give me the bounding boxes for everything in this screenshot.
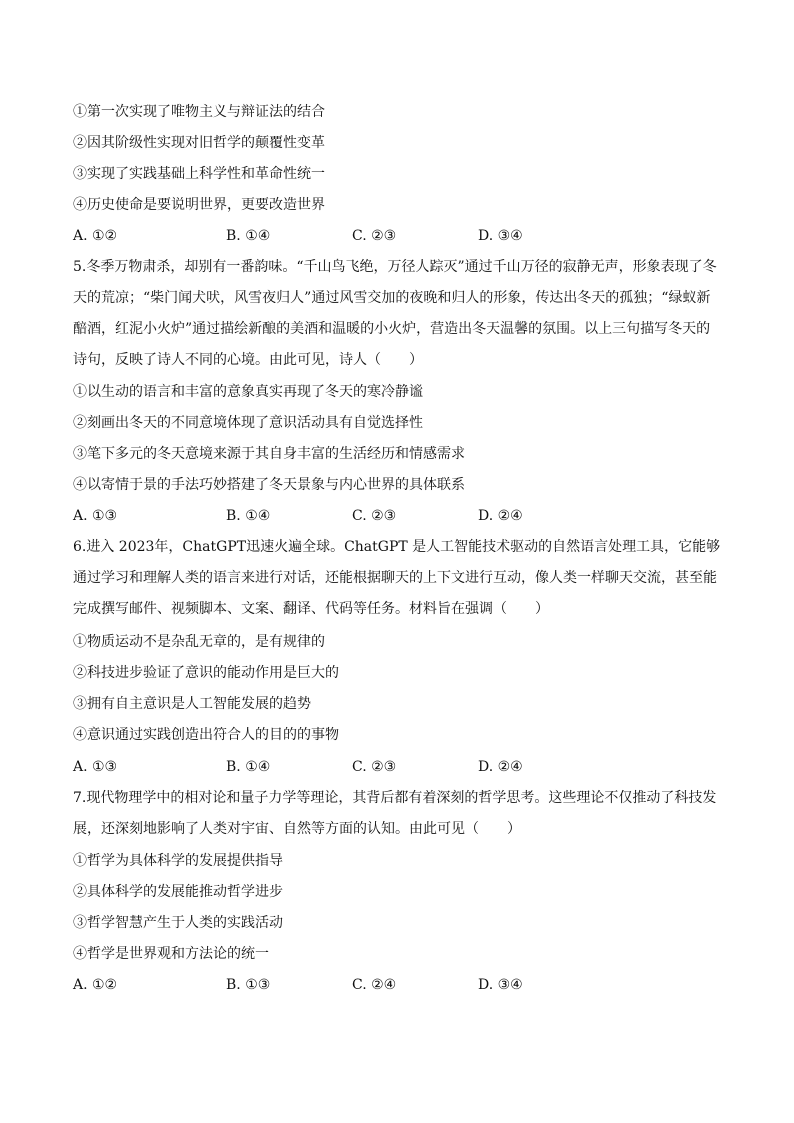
q6-option-b[interactable]: B. ①④ <box>226 759 271 775</box>
q4-statement-2: ②因其阶级性实现对旧哲学的颠覆性变革 <box>73 135 325 151</box>
q7-statement-2: ②具体科学的发展能推动哲学进步 <box>73 884 283 900</box>
q7-option-d[interactable]: D. ③④ <box>478 977 523 993</box>
q4-options <box>73 227 673 245</box>
q6-options <box>73 758 673 776</box>
q6-statement-4: ④意识通过实践创造出符合人的目的的事物 <box>73 727 339 743</box>
q7-statement-1: ①哲学为具体科学的发展提供指导 <box>73 853 283 869</box>
q6-statement-1: ①物质运动不是杂乱无章的，是有规律的 <box>73 634 325 650</box>
q7-options <box>73 976 673 994</box>
q4-statement-1: ①第一次实现了唯物主义与辩证法的结合 <box>73 104 325 120</box>
q7-option-c[interactable]: C. ②④ <box>352 977 397 993</box>
q5-option-b[interactable]: B. ①④ <box>226 508 271 524</box>
q4-option-d[interactable]: D. ③④ <box>478 228 523 244</box>
q7-statement-3: ③哲学智慧产生于人类的实践活动 <box>73 915 283 931</box>
q6-option-a[interactable]: A. ①③ <box>73 759 118 775</box>
q4-option-b[interactable]: B. ①④ <box>226 228 271 244</box>
q6-statement-2: ②科技进步验证了意识的能动作用是巨大的 <box>73 665 339 681</box>
q5-stem: 5.冬季万物肃杀，却别有一番韵味。“千山鸟飞绝，万径人踪灭”通过千山万径的寂静无声，形象表现了冬天的荒凉；“柴门闻犬吠，风雪夜归人”通过风雪交加的夜晚和归人的形象，传达出冬天的孤独；“绿蚁新醅酒，红泥小火炉”通过描绘新酿的美酒和温暖的小火炉，营造出冬天温馨的氛围。以上三句描写冬天的诗句，反映了诗人不同的心境。由此可见，诗人（ ） <box>73 259 717 368</box>
q5-statement-3: ③笔下多元的冬天意境来源于其自身丰富的生活经历和情感需求 <box>73 446 465 462</box>
q6-option-d[interactable]: D. ②④ <box>478 759 523 775</box>
q5-statement-1: ①以生动的语言和丰富的意象真实再现了冬天的寒冷静谧 <box>73 384 423 400</box>
q5-option-d[interactable]: D. ②④ <box>478 508 523 524</box>
q4-option-c[interactable]: C. ②③ <box>352 228 397 244</box>
q7-stem: 7.现代物理学中的相对论和量子力学等理论，其背后都有着深刻的哲学思考。这些理论不仅推动了科技发展，还深刻地影响了人类对宇宙、自然等方面的认知。由此可见（ ） <box>73 790 717 837</box>
q5-option-c[interactable]: C. ②③ <box>352 508 397 524</box>
q5-statement-4: ④以寄情于景的手法巧妙搭建了冬天景象与内心世界的具体联系 <box>73 477 465 493</box>
q5-option-a[interactable]: A. ①③ <box>73 508 118 524</box>
q4-option-a[interactable]: A. ①② <box>73 228 118 244</box>
q7-option-b[interactable]: B. ①③ <box>226 977 271 993</box>
q6-statement-3: ③拥有自主意识是人工智能发展的趋势 <box>73 696 311 712</box>
q5-statement-2: ②刻画出冬天的不同意境体现了意识活动具有自觉选择性 <box>73 415 423 431</box>
q7-option-a[interactable]: A. ①② <box>73 977 118 993</box>
q6-stem: 6.进入 2023年，ChatGPT迅速火遍全球。ChatGPT 是人工智能技术驱动的自然语言处理工具，它能够通过学习和理解人类的语言来进行对话，还能根据聊天的上下文进行互动，像人类一样聊天交流，甚至能完成撰写邮件、视频脚本、文案、翻译、代码等任务。材料旨在强调（ ） <box>73 539 721 617</box>
q5-options <box>73 507 673 525</box>
q4-statement-3: ③实现了实践基础上科学性和革命性统一 <box>73 166 325 182</box>
q7-statement-4: ④哲学是世界观和方法论的统一 <box>73 946 269 962</box>
q4-statement-4: ④历史使命是要说明世界，更要改造世界 <box>73 197 325 213</box>
q6-option-c[interactable]: C. ②③ <box>352 759 397 775</box>
